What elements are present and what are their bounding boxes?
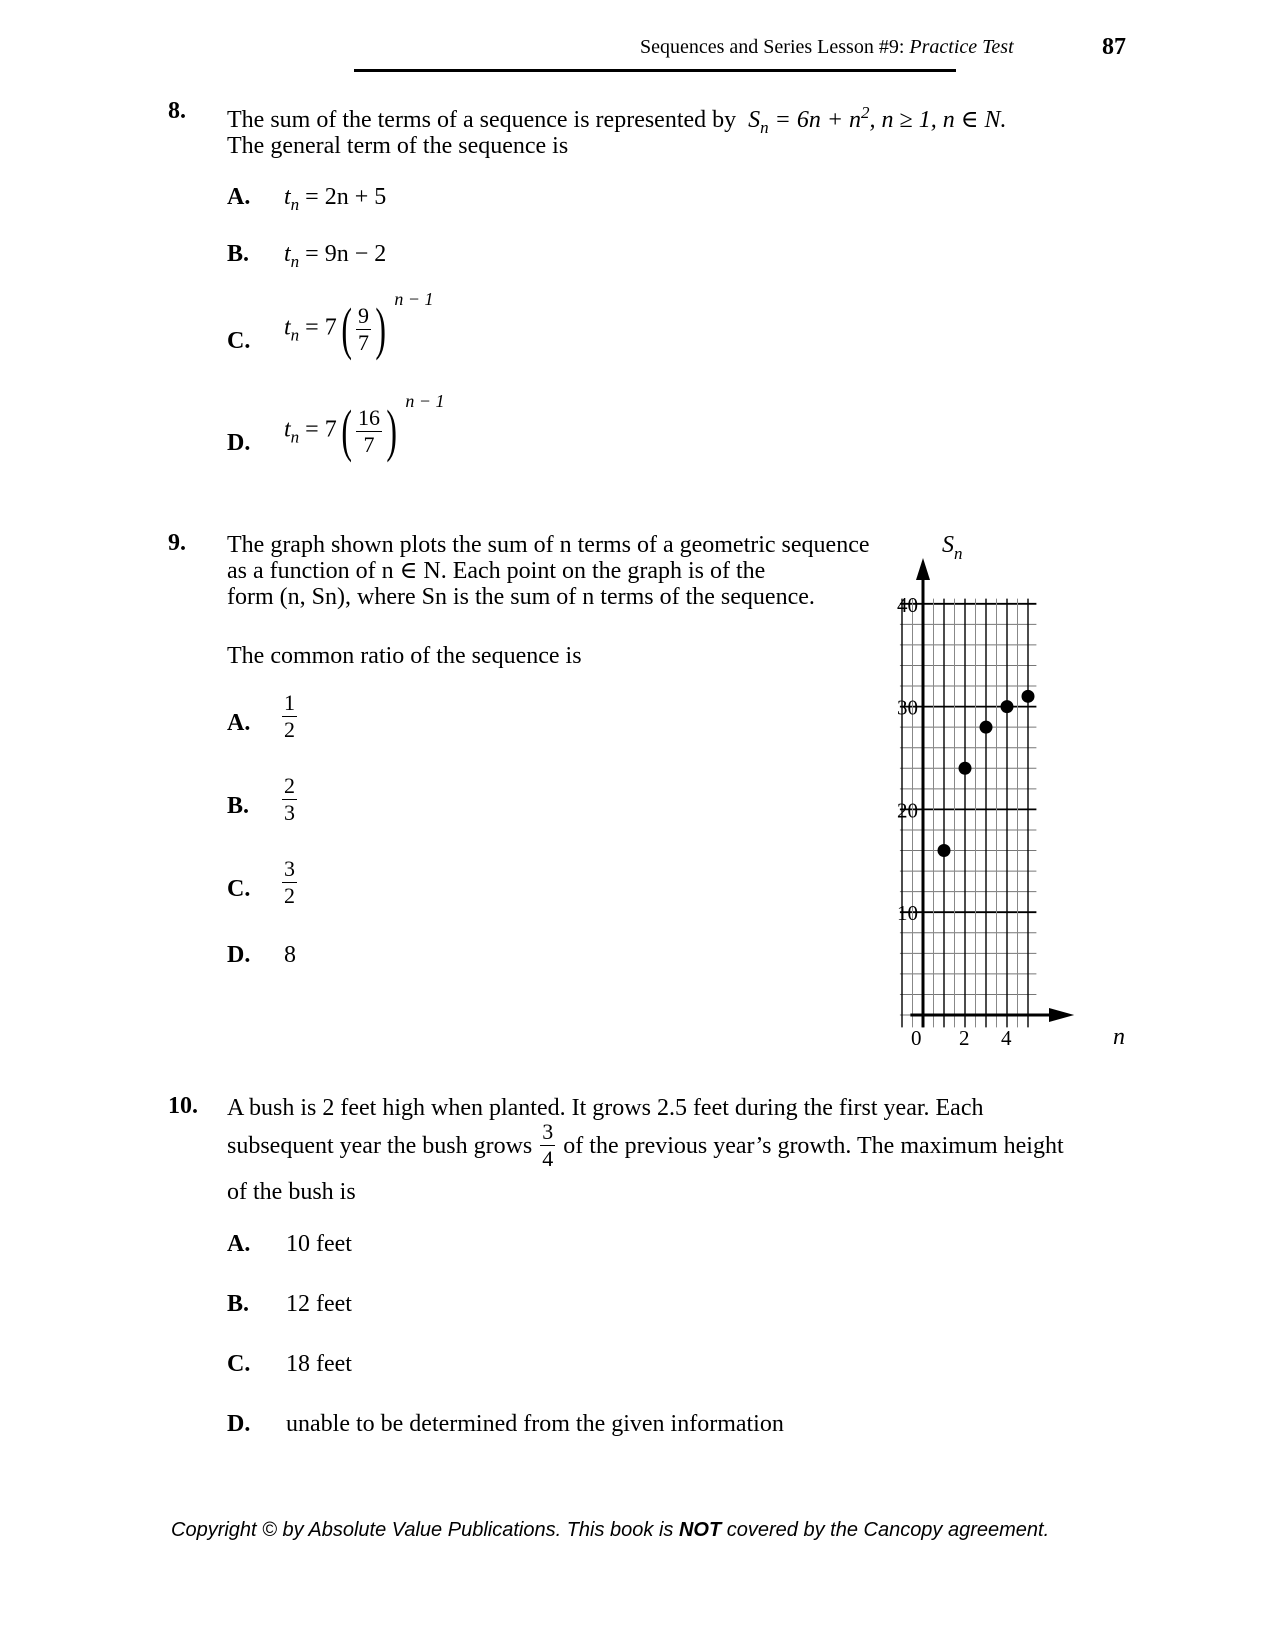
q9-option-d-label: D. [227, 942, 251, 968]
q10-option-d-label: D. [227, 1411, 251, 1437]
q9-prompt: The common ratio of the sequence is [227, 643, 582, 669]
q10-option-c: 18 feet [286, 1351, 352, 1377]
q10-line3: of the bush is [227, 1179, 356, 1205]
q10-option-b-label: B. [227, 1291, 250, 1317]
q9-number: 9. [168, 530, 186, 556]
q9-option-c-label: C. [227, 876, 251, 902]
header-title: Sequences and Series Lesson #9: [640, 36, 905, 58]
q10-option-a: 10 feet [286, 1231, 352, 1257]
q8-option-a-label: A. [227, 184, 251, 210]
x-tick-label: 2 [959, 1026, 970, 1050]
q9-line2: as a function of n ∈ N. Each point on the graph is of the [227, 558, 766, 584]
q8-option-b-label: B. [227, 241, 250, 267]
data-point [1001, 700, 1014, 713]
q10-option-b: 12 feet [286, 1291, 352, 1317]
header-rule [354, 69, 956, 72]
q10-number: 10. [168, 1093, 198, 1119]
q8-option-d: $t_n = 7$( $\frac{16}{7}$ ) $^{n - 1}$ [284, 390, 445, 463]
y-tick-label: 40 [897, 592, 918, 617]
page-number: 87 [1102, 34, 1126, 60]
q8-option-a: $t_n = 2n + 5$ [284, 184, 387, 214]
q10-line2-pre: subsequent year the bush grows [227, 1132, 533, 1159]
y-tick-label: 20 [897, 798, 918, 823]
running-header [640, 36, 1014, 59]
copyright-footer: Copyright © by Absolute Value Publications. This book is NOT covered by the Cancopy agreement. [171, 1519, 1050, 1541]
q10-option-a-label: A. [227, 1231, 251, 1257]
header-subtitle: Practice Test [909, 36, 1014, 58]
x-axis-arrow [1049, 1008, 1074, 1022]
q10-option-d: unable to be determined from the given information [286, 1411, 784, 1437]
q9-option-d: 8 [284, 942, 296, 968]
chart-axes [910, 558, 1074, 1027]
footer-bold: NOT [678, 1519, 722, 1541]
q8-formula: $S_n = 6n + n^2$, n ≥ 1, n ∈ N. [748, 103, 1007, 137]
chart-grid [900, 599, 1037, 1028]
x-tick-label: 4 [1001, 1026, 1012, 1050]
q9-line1: The graph shown plots the sum of n terms of a geometric sequence [227, 532, 870, 558]
q9-option-b-label: B. [227, 793, 250, 819]
x-tick-label: 0 [911, 1026, 922, 1050]
y-tick-label: 10 [897, 901, 918, 926]
y-axis-arrow [916, 558, 930, 580]
q10-option-c-label: C. [227, 1351, 251, 1377]
q8-option-c-label: C. [227, 328, 251, 354]
y-tick-label: 30 [897, 695, 918, 720]
q8-option-d-label: D. [227, 430, 251, 456]
data-point [959, 762, 972, 775]
q9-option-a-label: A. [227, 710, 251, 736]
data-point [938, 844, 951, 857]
sum-scatter-chart [897, 530, 1140, 1070]
q10-fraction: $\frac{3}{4}$ [542, 1119, 554, 1171]
q9-option-a: $\frac{1}{2}$ [284, 690, 295, 742]
q8-number: 8. [168, 98, 186, 124]
x-axis-label: n [1113, 1024, 1125, 1050]
q10-line2 [227, 1121, 1064, 1170]
q8-stem-pre: The sum of the terms of a sequence is represented by [227, 107, 737, 133]
q8-option-b: $t_n = 9n - 2$ [284, 241, 387, 271]
q9-option-c: $\frac{3}{2}$ [284, 856, 295, 908]
q8-option-c: $t_n = 7$( $\frac{9}{7}$ ) $^{n - 1}$ [284, 288, 434, 361]
q10-line2-post: of the previous year’s growth. The maximum height [563, 1132, 1064, 1159]
q8-stem-line2: The general term of the sequence is [227, 133, 569, 159]
data-point [980, 721, 993, 734]
data-point [1022, 690, 1035, 703]
q9-option-b: $\frac{2}{3}$ [284, 773, 295, 825]
q9-line3: form (n, Sn), where Sn is the sum of n terms of the sequence. [227, 584, 815, 610]
y-axis-label: $S_n$ [942, 532, 963, 563]
q10-line1: A bush is 2 feet high when planted. It grows 2.5 feet during the first year. Each [227, 1095, 984, 1121]
